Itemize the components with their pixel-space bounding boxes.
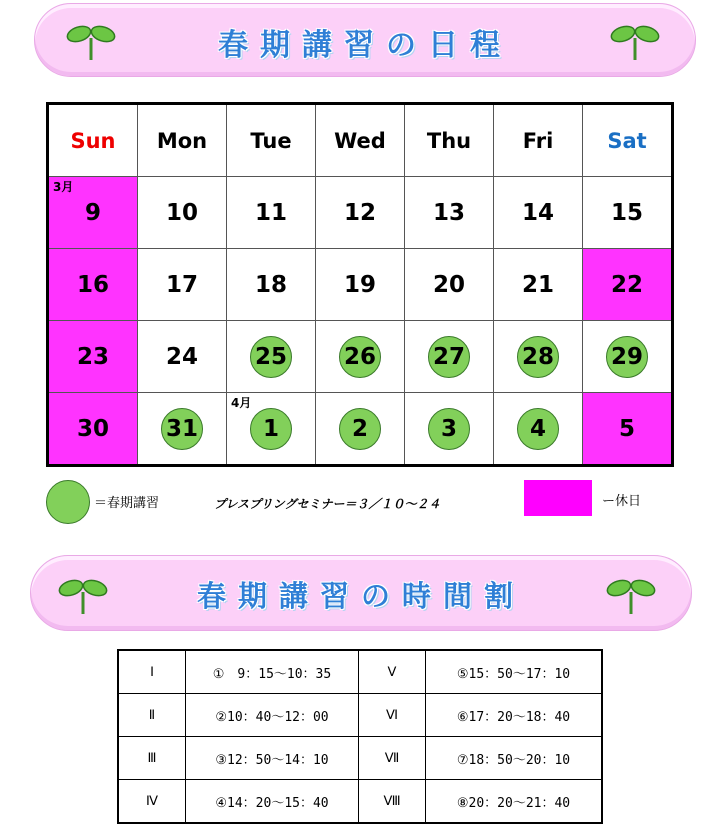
calendar-day-cell: [138, 393, 227, 466]
class-day-marker: 26: [339, 336, 381, 378]
calendar-day-cell: [138, 177, 227, 249]
calendar-day-cell: [316, 393, 405, 466]
time-slot: ⑥17：20～18：40: [426, 694, 603, 737]
period-label: Ⅳ: [118, 780, 186, 824]
class-day-marker: 4: [517, 408, 559, 450]
calendar-day-cell: [316, 249, 405, 321]
legend-class-label: ＝春期講習: [94, 496, 160, 511]
calendar-week-row: [48, 249, 673, 321]
timetable-table: [117, 649, 603, 824]
timetable-row: [118, 737, 602, 780]
period-label: Ⅶ: [359, 737, 426, 780]
day-number: 22: [610, 271, 643, 298]
calendar-week-row: [48, 177, 673, 249]
legend-holiday-box: [524, 480, 592, 516]
legend-preseminar: プレスプリングセミナー＝３／１０～２４: [214, 497, 441, 511]
calendar-day-cell: [138, 321, 227, 393]
time-slot: ②10：40～12：00: [186, 694, 359, 737]
period-label: Ⅵ: [359, 694, 426, 737]
class-day-marker: 2: [339, 408, 381, 450]
day-number: 20: [432, 271, 465, 298]
day-header-wed: Wed: [316, 104, 405, 177]
class-day-marker: 29: [606, 336, 648, 378]
day-header-tue: Tue: [227, 104, 316, 177]
timetable-row: [118, 694, 602, 737]
class-day-marker: 27: [428, 336, 470, 378]
day-number: 16: [76, 271, 109, 298]
calendar-day-cell: [583, 321, 673, 393]
sprout-icon: [605, 572, 657, 616]
class-day-marker: 3: [428, 408, 470, 450]
sprout-icon: [609, 18, 661, 62]
day-header-fri: Fri: [494, 104, 583, 177]
class-day-marker: 25: [250, 336, 292, 378]
class-day-marker: 31: [161, 408, 203, 450]
time-slot: ⑤15：50～17：10: [426, 650, 603, 694]
calendar-day-cell: [138, 249, 227, 321]
calendar-day-cell: [405, 249, 494, 321]
day-number: 30: [76, 415, 109, 442]
calendar-day-cell: [48, 321, 138, 393]
day-header-sun: Sun: [48, 104, 138, 177]
calendar-day-cell: [583, 249, 673, 321]
calendar-header-row: [48, 104, 673, 177]
timetable-title: 春期講習の時間割: [196, 579, 525, 613]
schedule-banner: [34, 3, 696, 77]
period-label: Ⅱ: [118, 694, 186, 737]
period-label: Ⅰ: [118, 650, 186, 694]
day-number: 9: [84, 199, 101, 226]
calendar-day-cell: [48, 177, 138, 249]
calendar-day-cell: [405, 321, 494, 393]
calendar-day-cell: [227, 249, 316, 321]
legend-holiday-label: ー休日: [602, 494, 642, 509]
day-number: 17: [165, 271, 198, 298]
class-day-marker: 1: [250, 408, 292, 450]
class-day-marker: 28: [517, 336, 559, 378]
timetable-row: [118, 650, 602, 694]
calendar-day-cell: [494, 393, 583, 466]
calendar-day-cell: [48, 249, 138, 321]
day-number: 18: [254, 271, 287, 298]
time-slot: ③12：50～14：10: [186, 737, 359, 780]
calendar-day-cell: [405, 393, 494, 466]
timetable-row: [118, 780, 602, 824]
calendar-day-cell: [227, 321, 316, 393]
day-number: 15: [610, 199, 643, 226]
time-slot: ⑧20：20～21：40: [426, 780, 603, 824]
timetable-banner: [30, 555, 692, 631]
calendar-day-cell: [405, 177, 494, 249]
day-number: 12: [343, 199, 376, 226]
calendar-week-row: [48, 321, 673, 393]
day-header-mon: Mon: [138, 104, 227, 177]
calendar-week-row: [48, 393, 673, 466]
calendar-day-cell: [48, 393, 138, 466]
calendar-day-cell: [227, 393, 316, 466]
day-number: 19: [343, 271, 376, 298]
calendar-day-cell: [494, 321, 583, 393]
calendar-day-cell: [316, 177, 405, 249]
calendar-day-cell: [494, 249, 583, 321]
period-label: Ⅲ: [118, 737, 186, 780]
day-number: 14: [521, 199, 554, 226]
time-slot: ① 9：15～10：35: [186, 650, 359, 694]
day-number: 13: [432, 199, 465, 226]
calendar-day-cell: [227, 177, 316, 249]
month-label: 3月: [53, 180, 74, 194]
calendar-day-cell: [583, 177, 673, 249]
legend-class-circle: [46, 480, 90, 524]
calendar-day-cell: [583, 393, 673, 466]
day-number: 10: [165, 199, 198, 226]
month-label: 4月: [231, 396, 252, 410]
calendar-table: [46, 102, 674, 467]
time-slot: ⑦18：50～20：10: [426, 737, 603, 780]
day-number: 5: [618, 415, 635, 442]
calendar-day-cell: [316, 321, 405, 393]
day-number: 11: [254, 199, 287, 226]
period-label: Ⅴ: [359, 650, 426, 694]
day-number: 21: [521, 271, 554, 298]
day-number: 23: [76, 343, 109, 370]
calendar-day-cell: [494, 177, 583, 249]
period-label: Ⅷ: [359, 780, 426, 824]
schedule-title: 春期講習の日程: [218, 28, 512, 63]
day-number: 24: [165, 343, 198, 370]
day-header-thu: Thu: [405, 104, 494, 177]
time-slot: ④14：20～15：40: [186, 780, 359, 824]
day-header-sat: Sat: [583, 104, 673, 177]
